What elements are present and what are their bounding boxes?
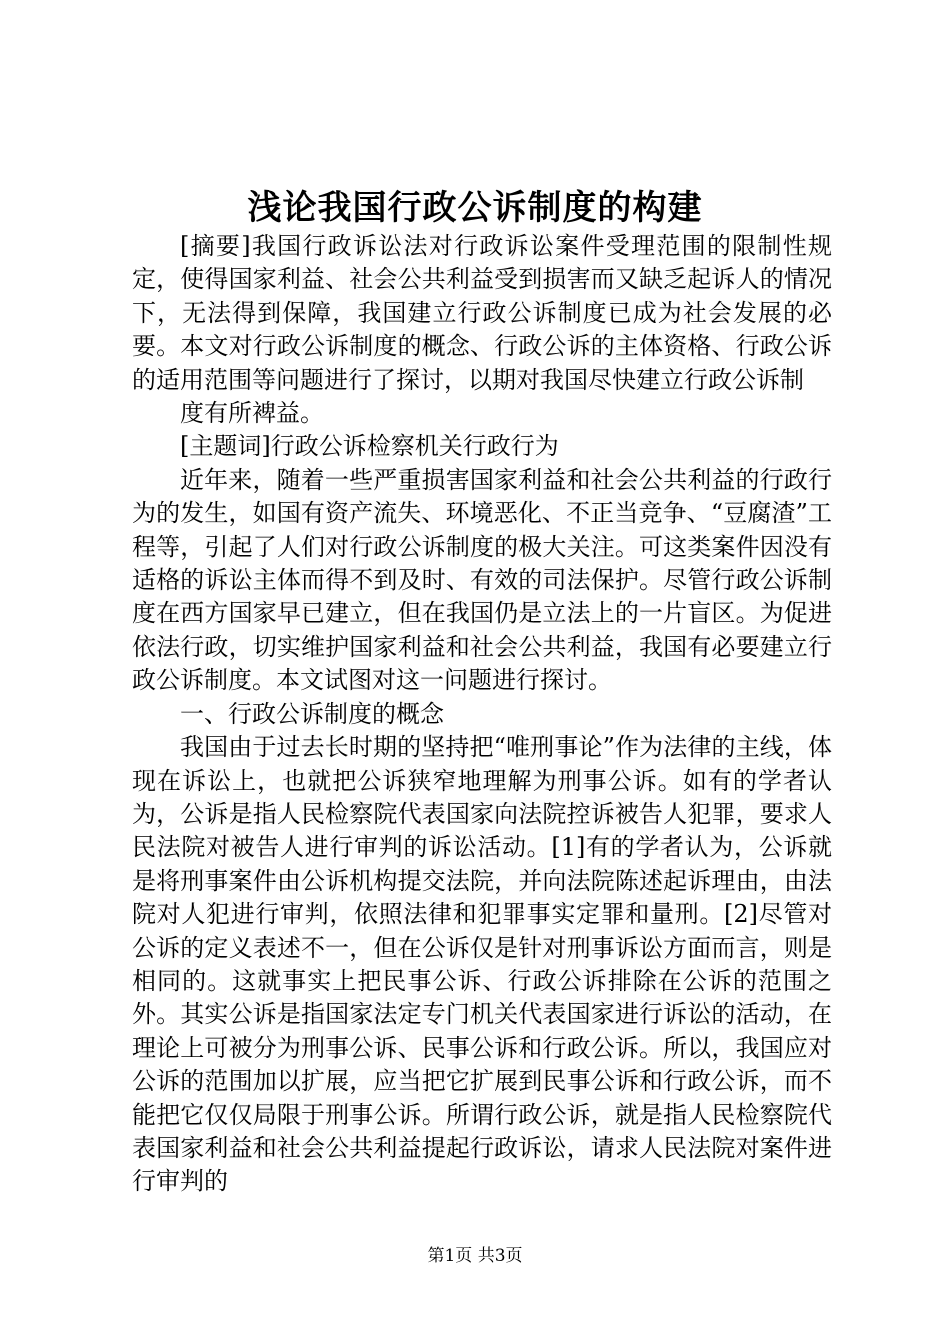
concept-paragraph: 我国由于过去长时期的坚持把“唯刑事论”作为法律的主线，体现在诉讼上，也就把公诉狭窄地理解为刑事公诉。如有的学者认为，公诉是指人民检察院代表国家向法院控诉被告人犯罪，要求人民法院对被告人进行审判的诉讼活动。[1]有的学者认为，公诉就是将刑事案件由公诉机构提交法院，并向法院陈述起诉理由，由法院对人犯进行审判，依照法律和犯罪事实定罪和量刑。[2]尽管对公诉的定义表述不一，但在公诉仅是针对刑事诉讼方面而言，则是相同的。这就事实上把民事公诉、行政公诉排除在公诉的范围之外。其实公诉是指国家法定专门机关代表国家进行诉讼的活动，在理论上可被分为刑事公诉、民事公诉和行政公诉。所以，我国应对公诉的范围加以扩展，应当把它扩展到民事公诉和行政公诉，而不能把它仅仅局限于刑事公诉。所谓行政公诉，就是指人民检察院代表国家利益和社会公共利益提起行政诉讼，请求人民法院对案件进行审判的 [132, 733, 832, 1196]
section-heading: 一、行政公诉制度的概念 [180, 699, 444, 728]
keywords-paragraph: [主题词]行政公诉检察机关行政行为 [180, 432, 559, 461]
document-body [132, 230, 832, 1199]
intro-paragraph: 近年来，随着一些严重损害国家利益和社会公共利益的行政行为的发生，如国有资产流失、环境恶化、不正当竞争、“豆腐渣”工程等，引起了人们对行政公诉制度的极大关注。可这类案件因没有适格的诉讼主体而得不到及时、有效的司法保护。尽管行政公诉制度在西方国家早已建立，但在我国仍是立法上的一片盲区。为促进依法行政，切实维护国家利益和社会公共利益，我国有必要建立行政公诉制度。本文试图对这一问题进行探讨。 [132, 465, 832, 695]
abstract-paragraph: [摘要]我国行政诉讼法对行政诉讼案件受理范围的限制性规定，使得国家利益、社会公共利益受到损害而又缺乏起诉人的情况下，无法得到保障，我国建立行政公诉制度已成为社会发展的必要。本文对行政公诉制度的概念、行政公诉的主体资格、行政公诉的适用范围等问题进行了探讨，以期对我国尽快建立行政公诉制 [132, 232, 832, 394]
abstract-continuation: 度有所裨益。 [180, 399, 324, 428]
page-number: 第1页 共3页 [427, 1246, 523, 1266]
document-title: 浅论我国行政公诉制度的构建 [247, 188, 703, 228]
